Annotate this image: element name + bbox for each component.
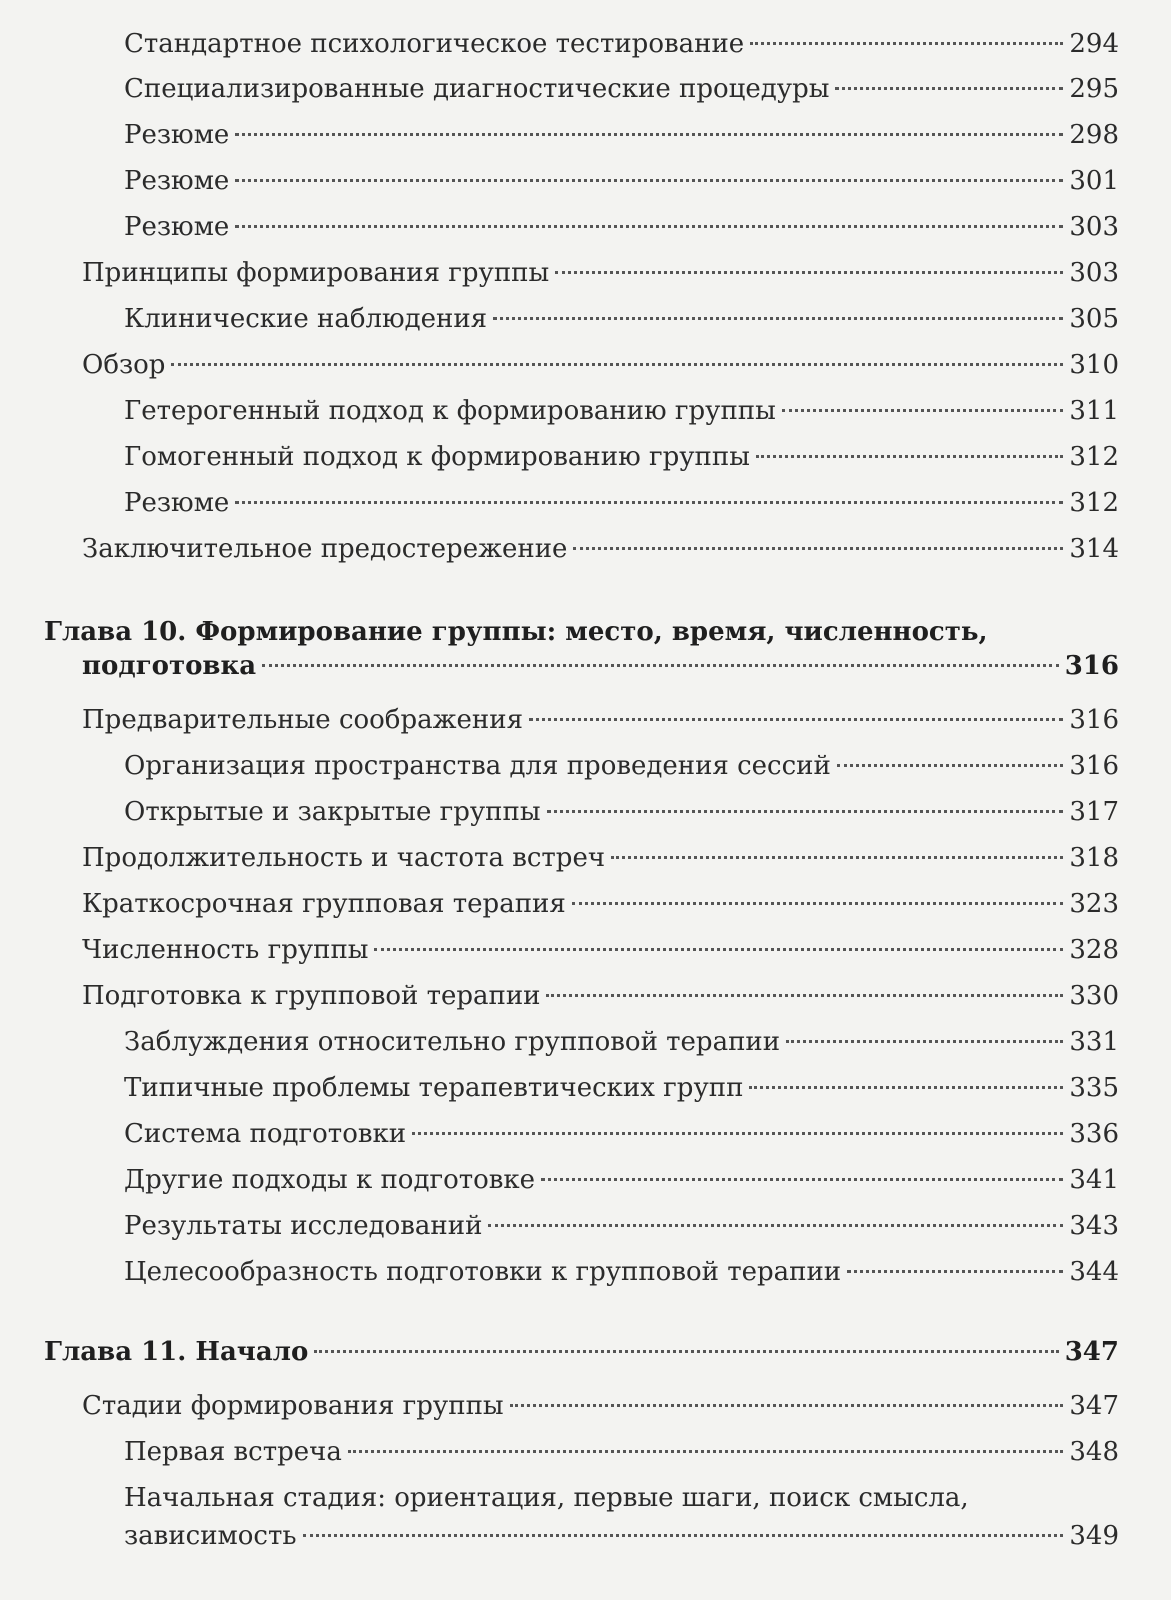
toc-entry [82,1390,1119,1422]
toc-entry-page: 317 [1069,797,1119,827]
dot-leader [488,1223,1063,1227]
toc-entry-page: 303 [1069,258,1119,288]
toc-entry [124,1436,1119,1468]
toc-entry-page: 328 [1069,935,1119,965]
toc-entry-title: Другие подходы к подготовке [124,1165,536,1195]
toc-entry-title: Резюме [124,120,230,150]
dot-leader [262,663,1059,667]
toc-entry-page: 312 [1069,442,1119,472]
dot-leader [235,132,1063,136]
toc-entry-page: 344 [1069,1257,1119,1287]
toc-entry-page: 314 [1069,534,1119,564]
toc-entry [124,1026,1119,1058]
toc-entry [82,888,1119,920]
toc-entry-title: Предварительные соображения [82,705,523,735]
toc-entry-title: Продолжительность и частота встреч [82,843,606,873]
toc-entry [82,349,1119,381]
toc-entry-title: Система подготовки [124,1119,407,1149]
toc-entry-title: Организация пространства для проведения сессий [124,751,831,781]
dot-leader [493,316,1063,320]
toc-entry [124,1164,1119,1196]
toc-entry-page: 318 [1069,843,1119,873]
toc-entry-page: 331 [1069,1027,1119,1057]
toc-entry [82,842,1119,874]
toc-entry [82,704,1119,736]
toc-entry-page: 301 [1069,166,1119,196]
chapter-heading-page: 347 [1064,1337,1119,1367]
toc-entry [124,1520,1119,1552]
dot-leader [756,454,1063,458]
toc-entry-title: Заключительное предостережение [82,534,568,564]
toc-entry [82,533,1119,565]
toc-entry-title: зависимость [124,1521,297,1551]
toc-entry-page: 303 [1069,212,1119,242]
toc-entry-title: Резюме [124,212,230,242]
toc-entry [124,28,1119,60]
dot-leader [235,178,1063,182]
dot-leader [547,809,1064,813]
toc-entry-title: Подготовка к групповой терапии [82,981,541,1011]
toc-entry [82,257,1119,289]
toc-entry-page: 323 [1069,889,1119,919]
dot-leader [541,1177,1063,1181]
toc-entry [124,796,1119,828]
toc-entry [124,1256,1119,1288]
toc-entry-page: 295 [1069,74,1119,104]
dot-leader [572,901,1064,905]
chapter-heading: Глава 10. Формирование группы: место, время, численность, [44,617,988,647]
dot-leader [412,1131,1063,1135]
toc-entry-title: Специализированные диагностические процедуры [124,74,830,104]
toc-entry-page: 305 [1069,304,1119,334]
toc-entry-page: 311 [1069,396,1119,426]
toc-entry-page: 312 [1069,488,1119,518]
toc-entry [82,980,1119,1012]
dot-leader [510,1403,1064,1407]
dot-leader [749,1085,1063,1089]
dot-leader [546,993,1063,997]
toc-entry-title: Резюме [124,166,230,196]
toc-entry [124,165,1119,197]
toc-entry-title: Первая встреча [124,1437,342,1467]
toc-entry-page: 298 [1069,120,1119,150]
toc-entry [124,211,1119,243]
chapter-heading-page: 316 [1064,651,1119,681]
dot-leader [235,500,1063,504]
toc-entry-title: Гомогенный подход к формированию группы [124,442,750,472]
toc-entry [124,1072,1119,1104]
chapter-heading-continuation [82,650,1119,682]
toc-entry-title: Открытые и закрытые группы [124,797,541,827]
toc-entry-page: 347 [1069,1391,1119,1421]
toc-entry-page: 343 [1069,1211,1119,1241]
toc-entry-title: Обзор [82,350,166,380]
toc-entry-page: 330 [1069,981,1119,1011]
toc-entry-title: Типичные проблемы терапевтических групп [124,1073,744,1103]
toc-entry-title: Заблуждения относительно групповой терапии [124,1027,781,1057]
dot-leader [782,408,1064,412]
dot-leader [847,1269,1063,1273]
dot-leader [837,763,1064,767]
toc-entry [124,1210,1119,1242]
dot-leader [835,86,1063,90]
dot-leader [171,362,1063,366]
dot-leader [750,41,1063,45]
toc-entry-title: Численность группы [82,935,369,965]
dot-leader [555,270,1063,274]
toc-entry-page: 335 [1069,1073,1119,1103]
toc-entry-page: 341 [1069,1165,1119,1195]
toc-entry [124,119,1119,151]
toc-entry-title: Резюме [124,488,230,518]
toc-entry-page: 310 [1069,350,1119,380]
toc-entry-title: Стандартное психологическое тестирование [124,29,745,59]
toc-entry-page: 348 [1069,1437,1119,1467]
toc-entry-page: 316 [1069,705,1119,735]
dot-leader [348,1449,1064,1453]
toc-entry-title-line1: Начальная стадия: ориентация, первые шаги, поиск смысла, [124,1483,969,1513]
toc-entry [124,395,1119,427]
toc-entry [124,1118,1119,1150]
toc-entry [124,73,1119,105]
dot-leader [235,224,1063,228]
toc-entry-page: 349 [1069,1521,1119,1551]
dot-leader [529,717,1063,721]
toc-entry-title: Стадии формирования группы [82,1391,504,1421]
dot-leader [374,947,1063,951]
dot-leader [573,546,1063,550]
dot-leader [786,1039,1063,1043]
toc-entry-title: Принципы формирования группы [82,258,550,288]
toc-entry [124,303,1119,335]
toc-entry-page: 336 [1069,1119,1119,1149]
toc-entry-page: 294 [1069,29,1119,59]
dot-leader [611,855,1063,859]
toc-entry-title: Краткосрочная групповая терапия [82,889,566,919]
toc-entry [124,750,1119,782]
chapter-heading-title: Глава 11. Начало [44,1337,309,1367]
toc-entry-page: 316 [1069,751,1119,781]
toc-entry-title: Клинические наблюдения [124,304,488,334]
toc-entry [124,441,1119,473]
dot-leader [314,1349,1058,1353]
dot-leader [303,1533,1064,1537]
toc-entry [82,934,1119,966]
chapter-heading-title: подготовка [82,651,257,681]
chapter-heading [44,1336,1119,1368]
toc-entry-title: Результаты исследований [124,1211,483,1241]
toc-entry [124,487,1119,519]
toc-entry-title: Целесообразность подготовки к групповой терапии [124,1257,842,1287]
toc-entry-title: Гетерогенный подход к формированию группы [124,396,776,426]
